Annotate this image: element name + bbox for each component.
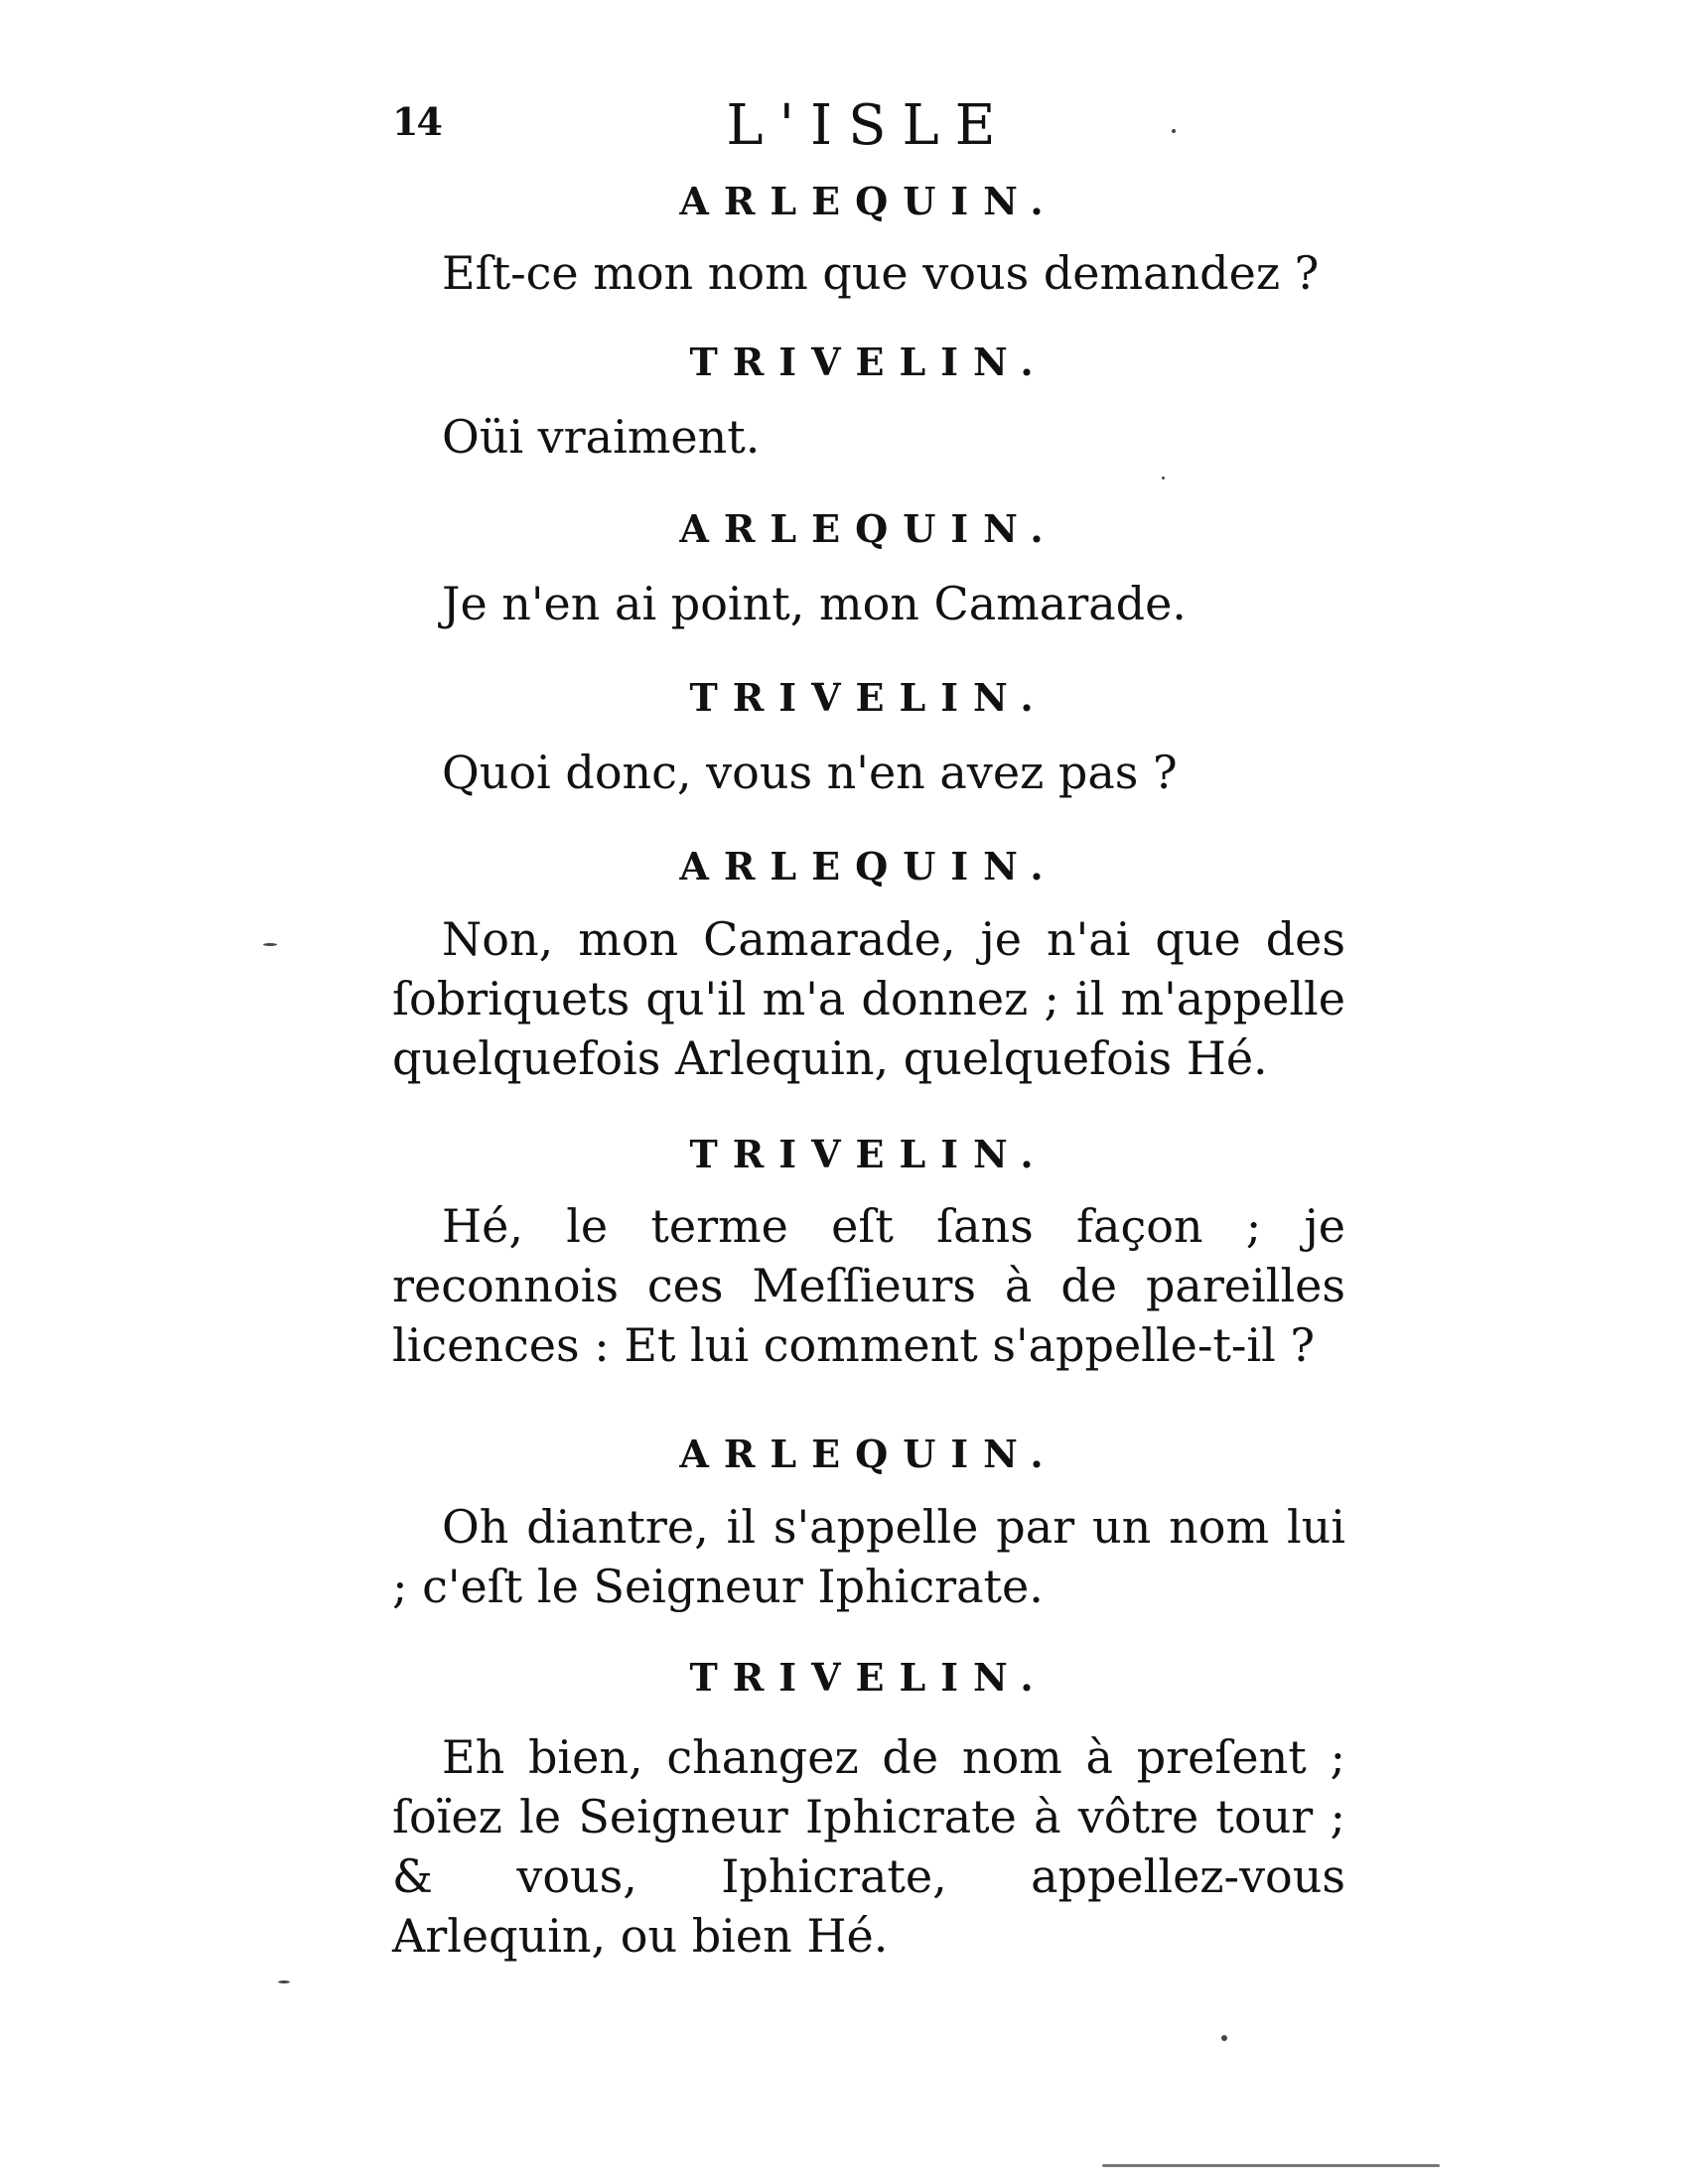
speech-text: Quoi donc, vous n'en avez pas ? xyxy=(442,746,1178,799)
speech-text: Je n'en ai point, mon Camarade. xyxy=(442,577,1187,630)
speaker-name: TRIVELIN. xyxy=(689,1655,1049,1700)
speech-text: Oh diantre, il s'appelle par un nom lui ; c'eſt le Seigneur Iphicrate. xyxy=(392,1500,1345,1613)
scan-speck xyxy=(1172,129,1176,133)
scan-speck xyxy=(263,943,277,946)
speech-text: Non, mon Camarade, je n'ai que des ſobriquets qu'il m'a donnez ; il m'appelle quelquefois Arlequin, quelquefois Hé. xyxy=(392,912,1345,1085)
scan-speck xyxy=(1162,477,1165,479)
speaker-name: TRIVELIN. xyxy=(689,340,1049,384)
speaker-name: ARLEQUIN. xyxy=(679,506,1058,551)
speech-text: Hé, le terme eſt ſans façon ; je reconnois ces Meſſieurs à de pareilles licences : Et lui comment s'appelle-t-il ? xyxy=(392,1199,1345,1372)
speaker-name: ARLEQUIN. xyxy=(679,179,1058,223)
speaker-name: ARLEQUIN. xyxy=(679,844,1058,888)
speech-text: Eh bien, changez de nom à preſent ; ſoïez le Seigneur Iphicrate à vôtre tour ; & vous, Iphicrate, appellez-vous Arlequin, ou bien Hé. xyxy=(392,1730,1345,1963)
speech-text: Oüi vraiment. xyxy=(442,410,761,464)
scan-speck xyxy=(278,1980,290,1983)
page-header xyxy=(392,93,1345,169)
running-title: L'ISLE xyxy=(726,93,1012,158)
speaker-name: TRIVELIN. xyxy=(689,1132,1049,1176)
speech-text: Eſt-ce mon nom que vous demandez ? xyxy=(442,246,1320,300)
scan-speck xyxy=(1221,2035,1227,2041)
scan-speck xyxy=(1102,2164,1440,2167)
page-number: 14 xyxy=(392,99,441,144)
speaker-name: TRIVELIN. xyxy=(689,675,1049,720)
speaker-name: ARLEQUIN. xyxy=(679,1432,1058,1476)
